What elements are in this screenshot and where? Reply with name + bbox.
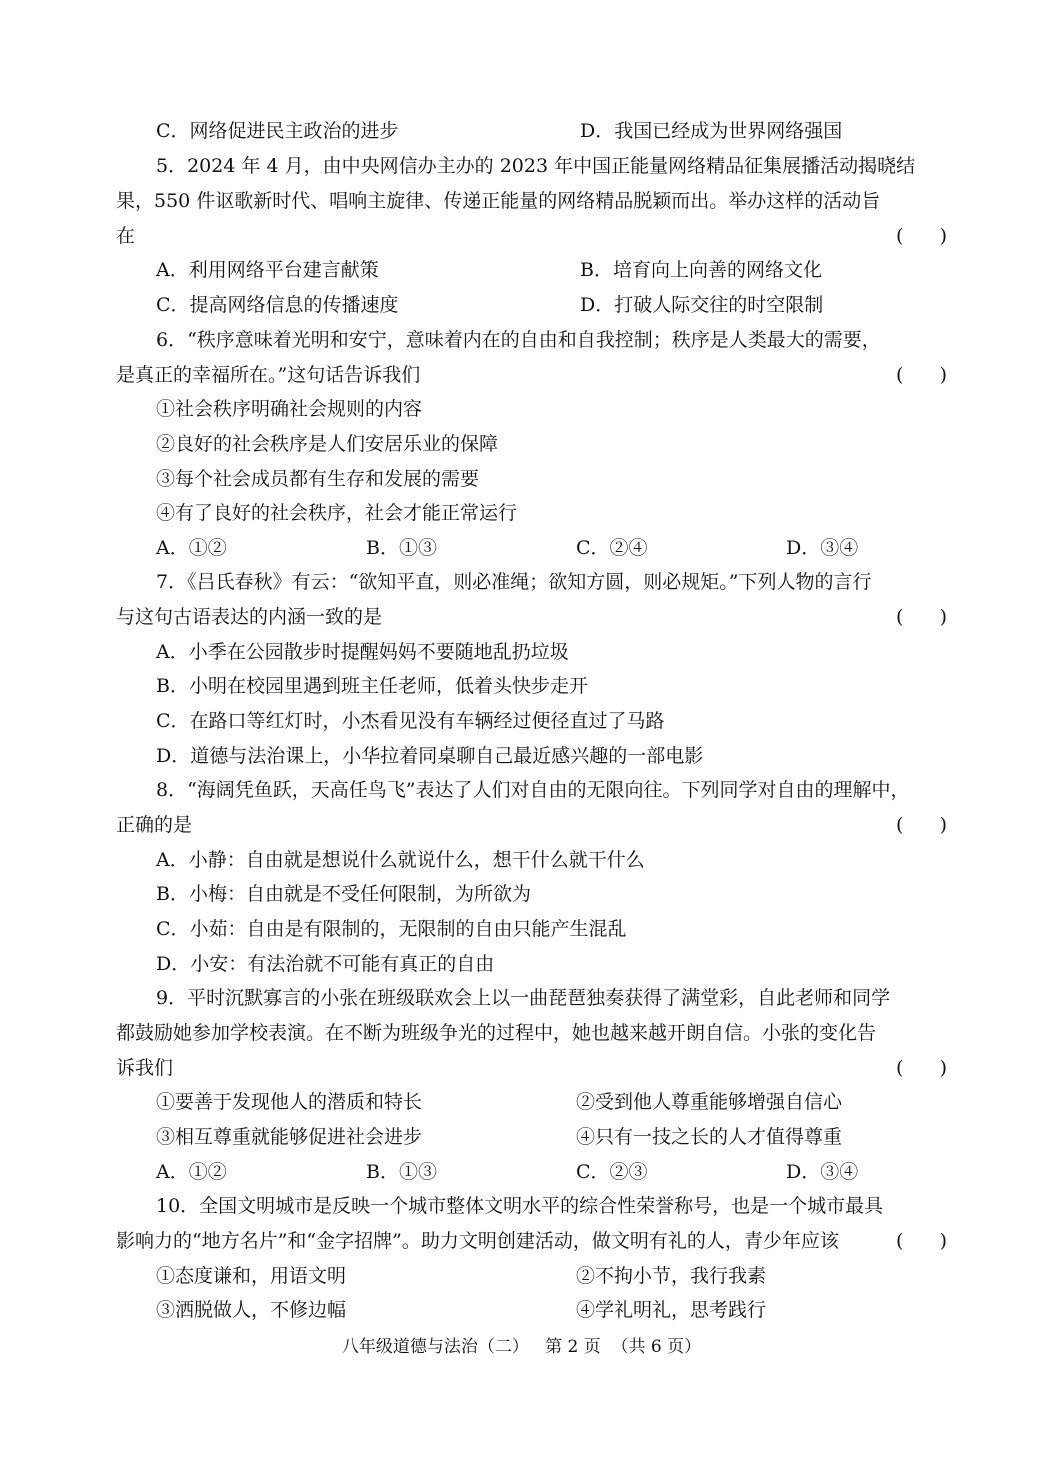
q9-stem-line2: 都鼓励她参加学校表演。在不断为班级争光的过程中，她也越来越开朗自信。小张的变化告	[116, 1022, 877, 1044]
q4-option-c: C．网络促进民主政治的进步	[156, 120, 399, 142]
q8-option-c: C．小茹：自由是有限制的，无限制的自由只能产生混乱	[156, 918, 627, 940]
q6-option-d: D．③④	[786, 537, 859, 559]
q7-stem-line2: 与这句古语表达的内涵一致的是	[116, 606, 383, 628]
q6-item-3: ③每个社会成员都有生存和发展的需要	[156, 468, 480, 490]
q7-option-a: A．小季在公园散步时提醒妈妈不要随地乱扔垃圾	[156, 641, 569, 663]
q9-item-4: ④只有一技之长的人才值得尊重	[576, 1126, 843, 1148]
q10-answer-blank: ( )	[896, 1230, 948, 1252]
q9-item-2: ②受到他人尊重能够增强自信心	[576, 1091, 843, 1113]
q8-stem-line2: 正确的是	[116, 814, 193, 836]
q10-stem-line1: 10．全国文明城市是反映一个城市整体文明水平的综合性荣誉称号，也是一个城市最具	[156, 1195, 884, 1217]
q7-option-b: B．小明在校园里遇到班主任老师，低着头快步走开	[156, 675, 588, 697]
q6-stem-line2: 是真正的幸福所在。”这句话告诉我们	[116, 364, 421, 386]
q9-option-d: D．③④	[786, 1161, 859, 1183]
q6-item-1: ①社会秩序明确社会规则的内容	[156, 398, 423, 420]
q5-option-b: B．培育向上向善的网络文化	[580, 259, 822, 281]
q7-option-d: D．道德与法治课上，小华拉着同桌聊自己最近感兴趣的一部电影	[156, 745, 704, 767]
q10-item-4: ④学礼明礼，思考践行	[576, 1299, 767, 1321]
q6-answer-blank: ( )	[896, 364, 948, 386]
q4-option-d: D．我国已经成为世界网络强国	[580, 120, 843, 142]
q9-option-c: C．②③	[576, 1161, 648, 1183]
q7-option-c: C．在路口等红灯时，小杰看见没有车辆经过便径直过了马路	[156, 710, 665, 732]
q8-option-a: A．小静：自由就是想说什么就说什么，想干什么就干什么	[156, 849, 645, 871]
q9-stem-line3: 诉我们	[116, 1057, 174, 1079]
q9-option-b: B．①③	[366, 1161, 437, 1183]
q10-stem-line2: 影响力的“地方名片”和“金字招牌”。助力文明创建活动，做文明有礼的人，青少年应该	[116, 1230, 839, 1252]
q10-item-3: ③洒脱做人，不修边幅	[156, 1299, 347, 1321]
q9-item-1: ①要善于发现他人的潜质和特长	[156, 1091, 423, 1113]
q6-option-a: A．①②	[156, 537, 227, 559]
q8-stem-line1: 8．“海阔凭鱼跃，天高任鸟飞”表达了人们对自由的无限向往。下列同学对自由的理解中，	[156, 779, 910, 801]
q5-stem-line1: 5．2024 年 4 月，由中央网信办主办的 2023 年中国正能量网络精品征集展播活动揭晓结	[156, 155, 916, 177]
page-footer: 八年级道德与法治（二） 第 2 页 （共 6 页）	[341, 1337, 702, 1357]
q5-option-c: C．提高网络信息的传播速度	[156, 294, 399, 316]
q9-item-3: ③相互尊重就能够促进社会进步	[156, 1126, 423, 1148]
q9-answer-blank: ( )	[896, 1057, 948, 1079]
q8-option-b: B．小梅：自由就是不受任何限制，为所欲为	[156, 883, 531, 905]
q6-item-2: ②良好的社会秩序是人们安居乐业的保障	[156, 433, 499, 455]
q10-item-2: ②不拘小节，我行我素	[576, 1265, 767, 1287]
q5-option-d: D．打破人际交往的时空限制	[580, 294, 824, 316]
q5-option-a: A．利用网络平台建言献策	[156, 259, 379, 281]
q5-stem-line2: 果，550 件讴歌新时代、唱响主旋律、传递正能量的网络精品脱颖而出。举办这样的活动旨	[116, 190, 881, 212]
q6-option-b: B．①③	[366, 537, 437, 559]
q10-item-1: ①态度谦和，用语文明	[156, 1265, 347, 1287]
q6-stem-line1: 6．“秩序意味着光明和安宁，意味着内在的自由和自我控制；秩序是人类最大的需要，	[156, 329, 881, 351]
q6-option-c: C．②④	[576, 537, 648, 559]
q8-option-d: D．小安：有法治就不可能有真正的自由	[156, 953, 495, 975]
q9-stem-line1: 9．平时沉默寡言的小张在班级联欢会上以一曲琵琶独奏获得了满堂彩，自此老师和同学	[156, 987, 891, 1009]
q7-stem-line1: 7．《吕氏春秋》有云：“欲知平直，则必准绳；欲知方圆，则必规矩。”下列人物的言行	[156, 571, 872, 593]
q6-item-4: ④有了良好的社会秩序，社会才能正常运行	[156, 502, 518, 524]
q9-option-a: A．①②	[156, 1161, 227, 1183]
q8-answer-blank: ( )	[896, 814, 948, 836]
q5-answer-blank: ( )	[896, 225, 948, 247]
q5-stem-line3: 在	[116, 225, 136, 247]
q7-answer-blank: ( )	[896, 606, 948, 628]
